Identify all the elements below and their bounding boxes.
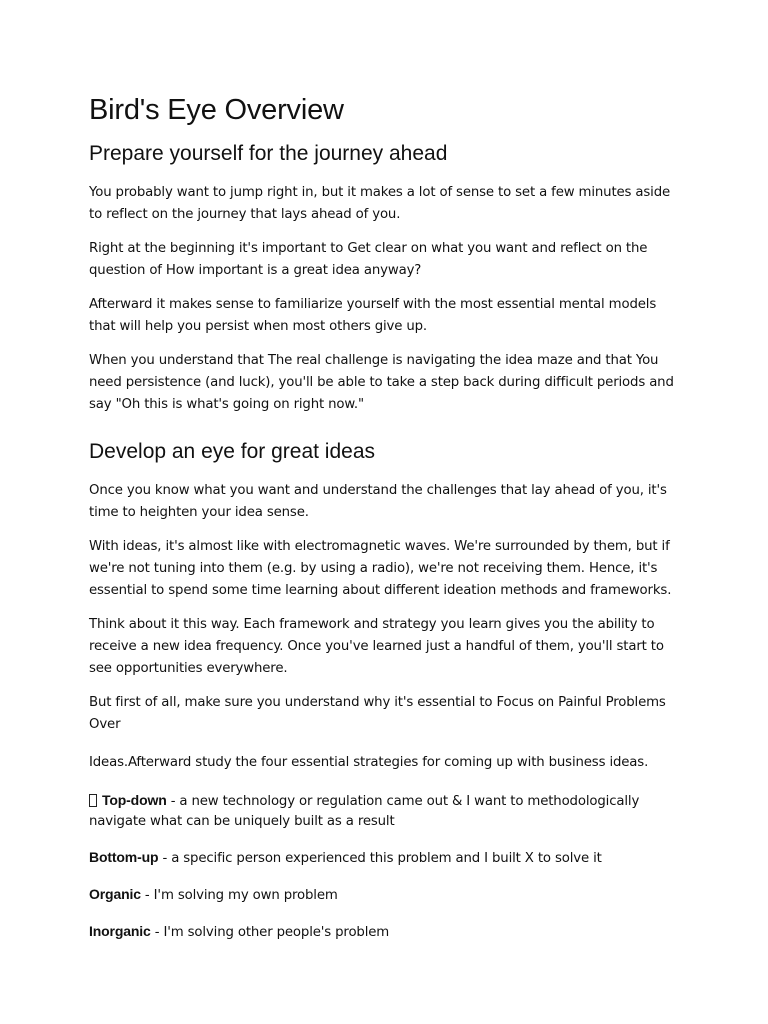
paragraph: You probably want to jump right in, but it makes a lot of sense to set a few minutes aside to reflect on the journey that lays ahead of you. (89, 185, 671, 222)
strategy-description: - a new technology or regulation came out & I want to methodologically navigate what can be uniquely built as a result (89, 794, 640, 829)
missing-glyph-icon (89, 794, 97, 807)
strategy-term: Bottom-up (89, 849, 159, 865)
paragraph: Afterward it makes sense to familiarize yourself with the most essential mental models that will help you persist when most others give up. (89, 297, 657, 334)
strategy-term: Organic (89, 886, 141, 902)
strategy-term: Top-down (102, 792, 167, 808)
paragraph: Ideas.Afterward study the four essential strategies for coming up with business ideas. (89, 755, 649, 770)
strategy-description: - I'm solving other people's problem (150, 925, 390, 940)
strategy-term: Inorganic (89, 923, 151, 939)
paragraph: But first of all, make sure you understand why it's essential to Focus on Painful Problems Over (89, 695, 666, 732)
strategy-item-inorganic (89, 921, 678, 943)
strategy-item-top-down (89, 790, 678, 832)
paragraph: Think about it this way. Each framework and strategy you learn gives you the ability to receive a new idea frequency. Once you've learned just a handful of them, you'll start to see opportunities everywhere. (89, 617, 664, 676)
section-heading-journey: Prepare yourself for the journey ahead (89, 142, 448, 165)
paragraph: Right at the beginning it's important to Get clear on what you want and reflect on the question of How important is a great idea anyway? (89, 241, 648, 278)
section-heading-ideas: Develop an eye for great ideas (89, 440, 376, 463)
paragraph: With ideas, it's almost like with electromagnetic waves. We're surrounded by them, but if we're not tuning into them (e.g. by using a radio), we're not receiving them. Hence, it's essential to spend some time learning about different ideation methods and frameworks. (89, 539, 672, 598)
paragraph: Once you know what you want and understand the challenges that lay ahead of you, it's time to heighten your idea sense. (89, 483, 667, 520)
strategy-description: - a specific person experienced this problem and I built X to solve it (158, 851, 602, 866)
strategy-item-organic (89, 884, 678, 906)
strategy-item-bottom-up (89, 847, 678, 869)
strategy-description: - I'm solving my own problem (140, 888, 338, 903)
page-title: Bird's Eye Overview (89, 94, 344, 126)
paragraph: When you understand that The real challenge is navigating the idea maze and that You need persistence (and luck), you'll be able to take a step back during difficult periods and say "Oh this is what's going on right now." (89, 353, 674, 412)
